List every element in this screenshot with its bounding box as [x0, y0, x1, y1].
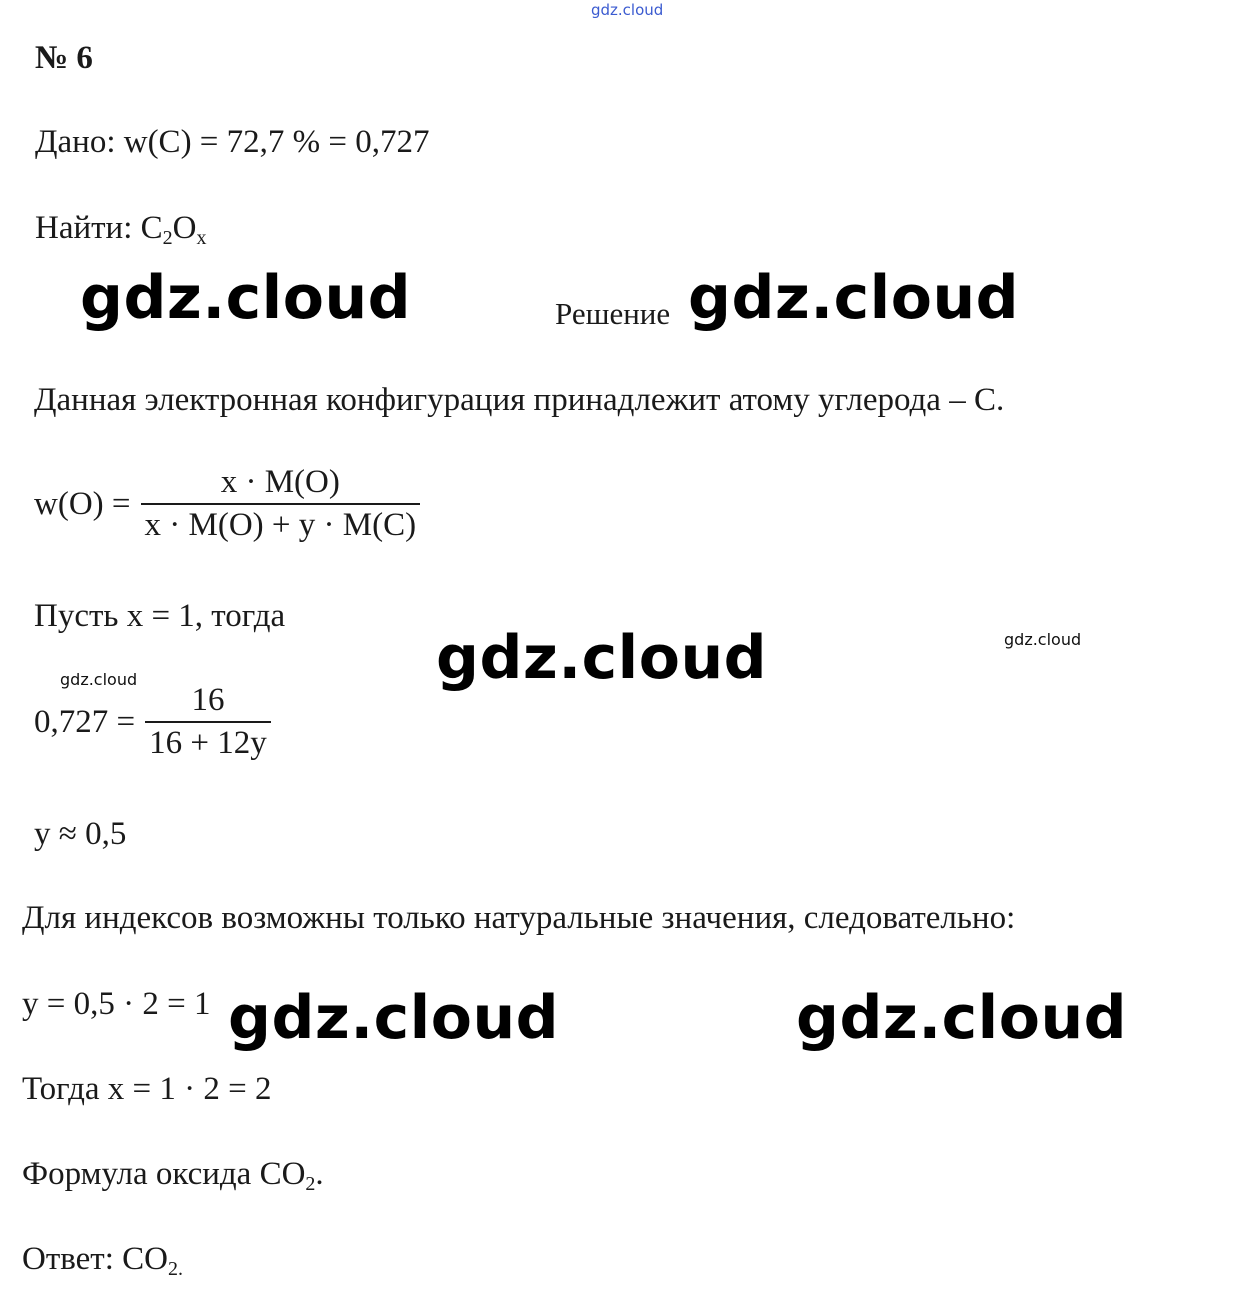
- oxide-formula: Формула оксида $CO_2$.: [22, 1156, 324, 1195]
- formula-numerator: x · M(O): [220, 464, 340, 500]
- watermark-3: gdz.cloud: [436, 623, 768, 693]
- watermark-2: gdz.cloud: [688, 263, 1020, 333]
- y-approx: y ≈ 0,5: [34, 816, 127, 852]
- watermark-4: gdz.cloud: [228, 983, 560, 1053]
- watermark-top: gdz.cloud: [591, 1, 664, 19]
- solution-label: Решение: [555, 296, 671, 331]
- natural-values-note: Для индексов возможны только натуральные значения, следовательно:: [22, 900, 1016, 936]
- formula-denominator: x · M(O) + y · M(C): [141, 503, 421, 542]
- watermark-5: gdz.cloud: [796, 983, 1128, 1053]
- watermark-small-right: gdz.cloud: [1004, 630, 1082, 649]
- config-statement: Данная электронная конфигурация принадлежит атому углерода – С.: [34, 382, 1005, 418]
- watermark-1: gdz.cloud: [80, 263, 412, 333]
- equation-denominator: 16 + 12y: [145, 721, 271, 760]
- equation: [34, 684, 271, 760]
- y-calculation: y = 0,5 · 2 = 1: [22, 986, 211, 1022]
- mass-fraction-formula: [34, 466, 420, 542]
- problem-number: № 6: [35, 40, 93, 76]
- answer: Ответ: $CO_{2.}$: [22, 1241, 183, 1280]
- x-calculation: Тогда x = 1 · 2 = 2: [22, 1071, 272, 1107]
- given-line: Дано: w(C) = 72,7 % = 0,727: [35, 124, 430, 160]
- formula-lhs: w(O) =: [34, 485, 131, 522]
- watermark-small-left: gdz.cloud: [60, 670, 138, 689]
- let-x-line: Пусть x = 1, тогда: [34, 598, 286, 634]
- equation-lhs: 0,727 =: [34, 703, 136, 740]
- find-line: Найти: $C_2O_x$: [35, 210, 207, 249]
- equation-numerator: 16: [191, 682, 225, 718]
